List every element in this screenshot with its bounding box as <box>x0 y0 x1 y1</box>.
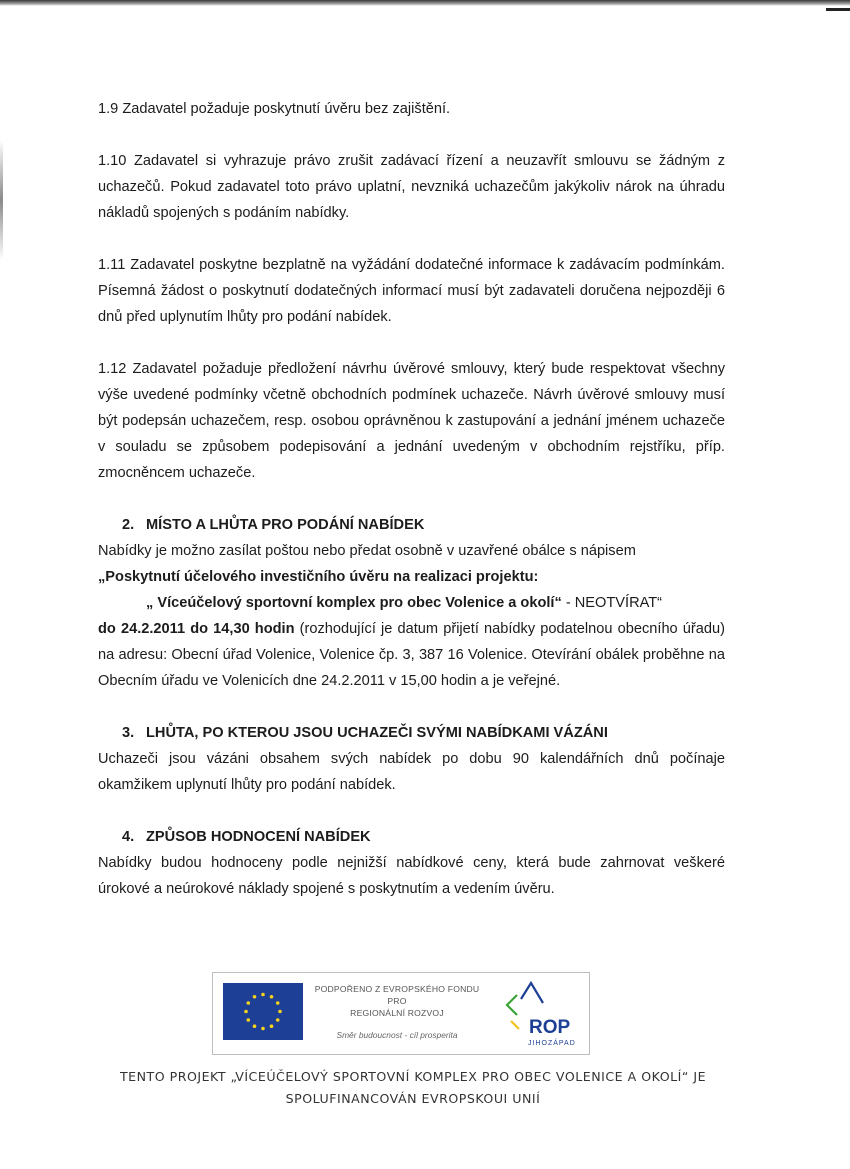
footer-cofinancing-note <box>100 1066 726 1110</box>
scan-edge-left <box>0 140 3 260</box>
eu-flag-graphic <box>223 983 303 1040</box>
fund-text-block <box>309 983 485 1019</box>
section-3-heading <box>98 720 725 746</box>
footer-line-1: TENTO PROJEKT „VÍCEÚČELOVÝ SPORTOVNÍ KOMPLEX PRO OBEC VOLENICE A OKOLÍ“ JE <box>119 1069 707 1084</box>
eu-star-icon <box>244 1010 248 1014</box>
paragraph-1-10: 1.10 Zadavatel si vyhrazuje právo zrušit zadávací řízení a neuzavřít smlouvu se žádným z uchazečů. Pokud zadavatel toto právo uplatní, nevzniká uchazečům jakýkoliv nárok na úhradu nákladů spojených s podáním nabídky. <box>98 153 725 221</box>
rop-name: ROP <box>529 1017 571 1038</box>
fund-line-2: PRO <box>387 996 407 1006</box>
deadline-date: do 24.2.2011 do 14,30 hodin <box>98 621 295 637</box>
section-2-heading <box>98 512 725 538</box>
do-not-open-note: - NEOTVÍRAT“ <box>561 595 663 611</box>
footer-line-2: SPOLUFINANCOVÁN EVROPSKOUI UNIÍ <box>285 1091 541 1106</box>
paragraph-1-12: 1.12 Zadavatel požaduje předložení návrhu úvěrové smlouvy, který bude respektovat všechny výše uvedené podmínky včetně obchodních podmínek uchazeče. Návrh úvěrové smlouvy musí být podepsán uchazečem, resp. osobou oprávněnou k zastupování a jednání jménem uchazeče v souladu se způsobem podepisování a jednání uvedeným v obchodním rejstříku, příp. zmocněncem uchazeče. <box>98 361 725 481</box>
section-4-text: Nabídky budou hodnoceny podle nejnižší nabídkové ceny, která bude zahrnovat veškeré úrokové a neúrokové náklady spojené s poskytnutím a vedením úvěru. <box>98 855 725 897</box>
section-4-heading <box>98 824 725 850</box>
envelope-project-line <box>98 590 725 616</box>
deadline-paragraph <box>98 616 725 694</box>
rop-logo-graphic <box>499 977 579 1049</box>
scan-mark-top-right <box>826 8 850 11</box>
section-2-intro: Nabídky je možno zasílat poštou nebo předat osobně v uzavřené obálce s nápisem <box>98 543 636 559</box>
rop-logo-icon <box>499 977 579 1049</box>
section-4-title: ZPŮSOB HODNOCENÍ NABÍDEK <box>146 829 371 845</box>
section-2-number: 2. <box>122 517 135 533</box>
eu-star-icon <box>246 1001 250 1005</box>
fund-line-1: PODPOŘENO Z EVROPSKÉHO FONDU <box>314 984 480 994</box>
document-body <box>98 96 725 902</box>
rop-region: JIHOZÁPAD <box>528 1040 576 1047</box>
section-4-number: 4. <box>122 829 135 845</box>
fund-motto: Směr budoucnost - cíl prosperita <box>336 1030 458 1040</box>
eu-star-icon <box>278 1010 282 1014</box>
paragraph-1-11: 1.11 Zadavatel poskytne bezplatně na vyžádání dodatečné informace k zadávacím podmínkám. Písemná žádost o poskytnutí dodatečných informací musí být zadavateli doručena nejpozději 6 dnů před uplynutím lhůty pro podání nabídek. <box>98 257 725 325</box>
eu-star-icon <box>253 1024 257 1028</box>
eu-star-icon <box>246 1018 250 1022</box>
project-name: „ Víceúčelový sportovní komplex pro obec Volenice a okolí“ <box>146 595 562 611</box>
section-2-title: MÍSTO A LHŮTA PRO PODÁNÍ NABÍDEK <box>146 517 425 533</box>
eu-star-icon <box>270 1024 274 1028</box>
section-3-title: LHŮTA, PO KTEROU JSOU UCHAZEČI SVÝMI NABÍDKAMI VÁZÁNI <box>146 725 608 741</box>
eu-star-icon <box>253 995 257 999</box>
eu-star-icon <box>270 995 274 999</box>
deadline-details: (rozhodující je datum přijetí nabídky podatelnou obecního úřadu) na adresu: Obecní úřad Volenice, Volenice čp. 3, 387 16 Volenice. Otevírání obálek proběhne na Obecním úřadu ve Volenicích dne 24.2.2011 v 15,00 hodin a je veřejné. <box>98 621 725 689</box>
section-3-text: Uchazeči jsou vázáni obsahem svých nabídek po dobu 90 kalendářních dnů počínaje okamžikem uplynutí lhůty pro podání nabídek. <box>98 751 725 793</box>
envelope-label-line: „Poskytnutí účelového investičního úvěru na realizaci projektu: <box>98 569 539 585</box>
eu-star-icon <box>261 1027 265 1031</box>
fund-line-3: REGIONÁLNÍ ROZVOJ <box>350 1008 444 1018</box>
eu-flag-icon <box>223 983 303 1040</box>
funding-logo-box <box>212 972 590 1055</box>
section-3-number: 3. <box>122 725 135 741</box>
scan-edge-top <box>0 0 850 6</box>
eu-star-icon <box>276 1018 280 1022</box>
eu-star-icon <box>261 993 265 997</box>
eu-star-icon <box>276 1001 280 1005</box>
paragraph-1-9: 1.9 Zadavatel požaduje poskytnutí úvěru bez zajištění. <box>98 101 451 117</box>
